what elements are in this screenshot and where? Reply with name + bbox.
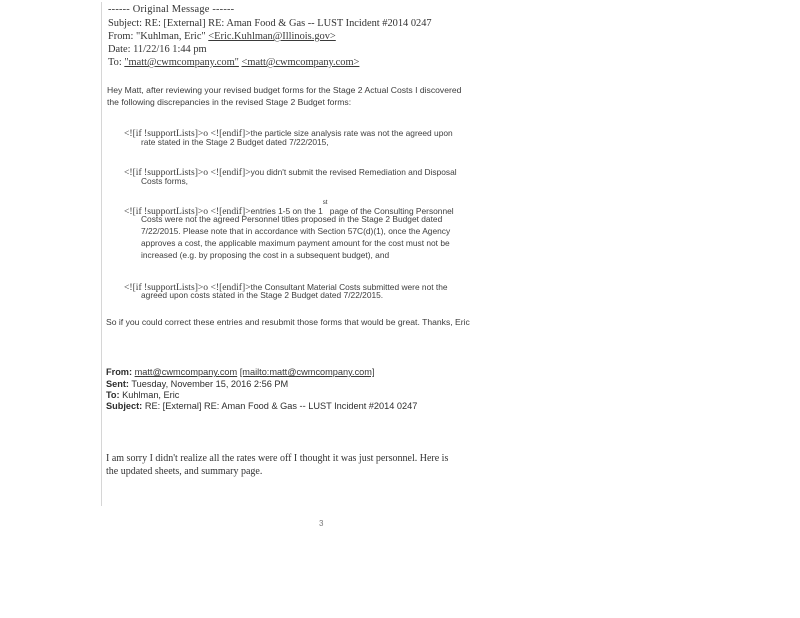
- bullet-1-text-1: the particle size analysis rate was not the agreed upon: [250, 128, 453, 138]
- bullet-2-text-2: Costs forms,: [141, 176, 188, 186]
- bullet-3-text-1b: page of the Consulting Personnel: [327, 206, 454, 216]
- reply-subject-line: [106, 401, 417, 411]
- orig-subject-label: Subject:: [108, 18, 143, 29]
- bullet-3-text-4: approves a cost, the applicable maximum payment amount for the cost must not be: [141, 238, 450, 248]
- bullet-3-text-2: Costs were not the agreed Personnel titles proposed in the Stage 2 Budget dated: [141, 214, 443, 224]
- orig-from-name: "Kuhlman, Eric": [136, 31, 206, 42]
- intro-line-1: Hey Matt, after reviewing your revised budget forms for the Stage 2 Actual Costs I discovered: [107, 85, 462, 95]
- reply-message-line-1: I am sorry I didn't realize all the rates were off I thought it was just personnel. Here is: [106, 453, 449, 464]
- reply-to-label: To:: [106, 390, 120, 400]
- reply-from-line: [106, 367, 375, 377]
- reply-to: Kuhlman, Eric: [122, 390, 180, 400]
- bullet-3-superscript: st: [322, 200, 328, 206]
- orig-from-label: From:: [108, 31, 134, 42]
- bullet-1-prefix: <![if !supportLists]>o <![endif]>: [124, 128, 251, 139]
- bullet-2-text-1: you didn't submit the revised Remediation and Disposal: [250, 167, 457, 177]
- page-number: 3: [319, 519, 324, 528]
- bullet-3-text-1a: entries 1-5 on the 1: [250, 206, 323, 216]
- orig-to-email-link[interactable]: <matt@cwmcompany.com>: [241, 57, 360, 68]
- reply-to-line: [106, 390, 179, 400]
- orig-from-email-link[interactable]: <Eric.Kuhlman@Illinois.gov>: [208, 31, 336, 42]
- reply-sent-label: Sent:: [106, 379, 129, 389]
- reply-subject: RE: [External] RE: Aman Food & Gas -- LUST Incident #2014 0247: [144, 401, 418, 411]
- reply-from-label: From:: [106, 367, 133, 377]
- orig-from-line: [108, 31, 336, 42]
- bullet-1-text-2: rate stated in the Stage 2 Budget dated 7/22/2015,: [141, 137, 329, 147]
- reply-subject-label: Subject:: [106, 401, 143, 411]
- closing-line: So if you could correct these entries and resubmit those forms that would be great. Thanks, Eric: [106, 317, 470, 327]
- bullet-3-text-3: 7/22/2015. Please note that in accordance with Section 57C(d)(1), once the Agency: [141, 226, 451, 236]
- orig-to-line: [108, 57, 359, 68]
- orig-to-name-link[interactable]: "matt@cwmcompany.com": [124, 57, 239, 68]
- bullet-2-prefix: <![if !supportLists]>o <![endif]>: [124, 167, 251, 178]
- reply-message-line-2: the updated sheets, and summary page.: [106, 466, 263, 477]
- bullet-4-prefix: <![if !supportLists]>o <![endif]>: [124, 282, 251, 293]
- orig-date-line: [108, 44, 207, 55]
- bullet-3-prefix: <![if !supportLists]>o <![endif]>: [124, 206, 251, 217]
- orig-subject-line: [108, 18, 432, 29]
- orig-date: 11/22/16 1:44 pm: [133, 44, 207, 55]
- intro-line-2: the following discrepancies in the revised Stage 2 Budget forms:: [107, 97, 352, 107]
- reply-sent-line: [106, 379, 288, 389]
- scan-edge-rule: [101, 2, 102, 506]
- reply-from-email-link[interactable]: matt@cwmcompany.com: [134, 367, 238, 377]
- reply-sent: Tuesday, November 15, 2016 2:56 PM: [131, 379, 289, 389]
- reply-from-mailto-link[interactable]: [mailto:matt@cwmcompany.com]: [239, 367, 375, 377]
- bullet-3-text-5: increased (e.g. by proposing the cost in a subsequent budget), and: [141, 250, 390, 260]
- orig-date-label: Date:: [108, 44, 131, 55]
- orig-to-label: To:: [108, 57, 122, 68]
- bullet-4-text-1: the Consultant Material Costs submitted were not the: [250, 282, 448, 292]
- original-message-separator: ------ Original Message ------: [108, 4, 235, 15]
- bullet-4-text-2: agreed upon costs stated in the Stage 2 Budget dated 7/22/2015.: [141, 290, 384, 300]
- orig-subject: RE: [External] RE: Aman Food & Gas -- LUST Incident #2014 0247: [144, 18, 432, 29]
